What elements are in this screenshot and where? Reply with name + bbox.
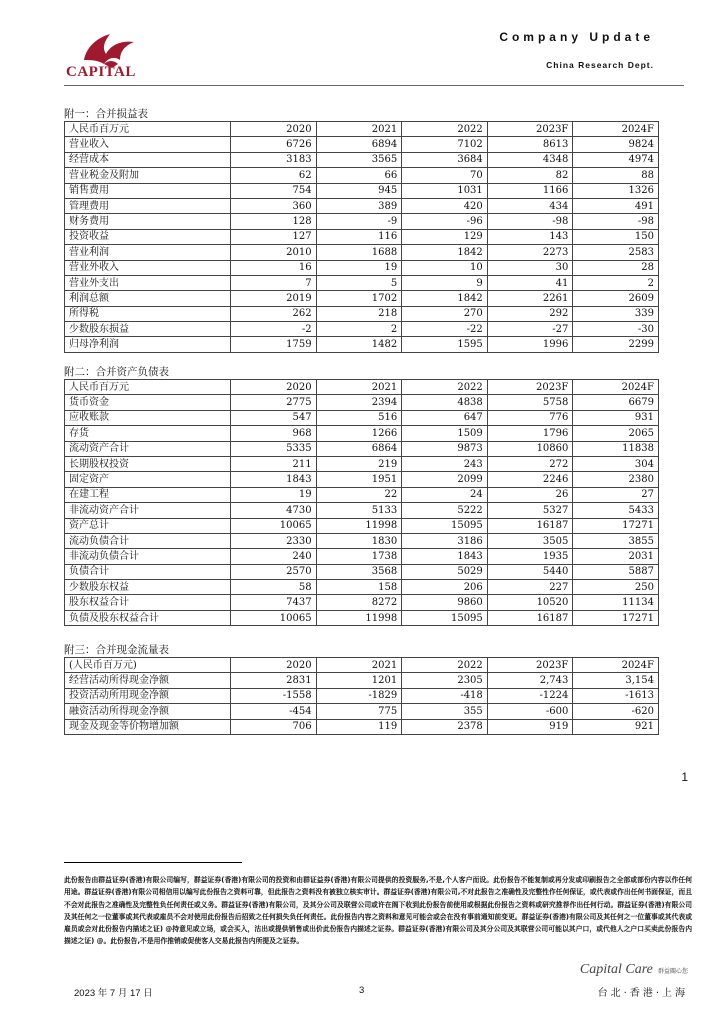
table-cell: 5758: [487, 395, 573, 410]
office-cities: 台北·香港·上海: [597, 988, 688, 999]
table-cell: -2: [231, 322, 317, 337]
row-label: 股东权益合计: [65, 595, 231, 610]
row-label: 融资活动所得现金净额: [65, 704, 231, 719]
table-cell: 1796: [487, 426, 573, 441]
table-cell: 17271: [573, 610, 659, 625]
table-cell: 262: [231, 306, 317, 321]
table-cell: 10065: [231, 518, 317, 533]
table-cell: 9860: [402, 595, 488, 610]
table-cell: 5: [316, 275, 402, 290]
row-label: 经营成本: [65, 152, 231, 167]
table-cell: 1326: [573, 183, 659, 198]
table-cell: 7102: [402, 137, 488, 152]
table-cell: 2380: [573, 472, 659, 487]
report-type-title: Company Update: [499, 30, 654, 44]
year-header: 2022: [402, 658, 488, 673]
year-header: 2022: [402, 380, 488, 395]
table-cell: 2019: [231, 291, 317, 306]
table-cell: 516: [316, 410, 402, 425]
footnote-divider: [64, 862, 242, 863]
table-row: [65, 245, 659, 260]
table-cell: 143: [487, 229, 573, 244]
table-row: [65, 395, 659, 410]
table-cell: 5433: [573, 503, 659, 518]
year-header: 2023F: [487, 380, 573, 395]
year-header: 2023F: [487, 122, 573, 137]
table-cell: 2775: [231, 395, 317, 410]
table-row: [65, 183, 659, 198]
table-row: [65, 152, 659, 167]
table-cell: 70: [402, 168, 488, 183]
table-row: [65, 549, 659, 564]
table-row: [65, 291, 659, 306]
table-cell: 2246: [487, 472, 573, 487]
table-row: [65, 168, 659, 183]
income-statement-table: [64, 121, 659, 353]
row-label: 营业收入: [65, 137, 231, 152]
table-cell: 1166: [487, 183, 573, 198]
table-cell: -1613: [573, 688, 659, 703]
row-label: 营业外收入: [65, 260, 231, 275]
table-cell: 2570: [231, 564, 317, 579]
table-row: [65, 214, 659, 229]
table-cell: 3568: [316, 564, 402, 579]
table-cell: 434: [487, 198, 573, 213]
table-cell: 1951: [316, 472, 402, 487]
table-cell: 11134: [573, 595, 659, 610]
table-cell: 19: [316, 260, 402, 275]
year-header: 2024F: [573, 658, 659, 673]
table-cell: 6726: [231, 137, 317, 152]
table-cell: 4348: [487, 152, 573, 167]
table-cell: 2099: [402, 472, 488, 487]
table-cell: 128: [231, 214, 317, 229]
table-cell: 24: [402, 487, 488, 502]
row-label: 少数股东权益: [65, 580, 231, 595]
cash-flow-table: [64, 657, 659, 735]
table-cell: 127: [231, 229, 317, 244]
table-cell: 1201: [316, 673, 402, 688]
table-cell: 16187: [487, 518, 573, 533]
table-row: [65, 595, 659, 610]
table-cell: 2330: [231, 533, 317, 548]
capital-care-slogan: 群益關心您: [657, 968, 688, 975]
year-header: 2021: [316, 122, 402, 137]
table-cell: 754: [231, 183, 317, 198]
table-cell: 6894: [316, 137, 402, 152]
table-cell: 706: [231, 719, 317, 734]
table-cell: 919: [487, 719, 573, 734]
table-cell: 1759: [231, 337, 317, 352]
table-row: [65, 306, 659, 321]
year-header: 2020: [231, 658, 317, 673]
table-row: [65, 487, 659, 502]
table-row: [65, 564, 659, 579]
table-cell: -96: [402, 214, 488, 229]
row-label: 财务费用: [65, 214, 231, 229]
table-cell: 10860: [487, 441, 573, 456]
year-header: 2024F: [573, 122, 659, 137]
table-cell: 9824: [573, 137, 659, 152]
table-cell: 58: [231, 580, 317, 595]
table-cell: 4730: [231, 503, 317, 518]
table-cell: 6679: [573, 395, 659, 410]
row-label: 流动负债合计: [65, 533, 231, 548]
table-row: [65, 410, 659, 425]
table-cell: 10065: [231, 610, 317, 625]
table-cell: 292: [487, 306, 573, 321]
table-cell: 116: [316, 229, 402, 244]
table-row: [65, 704, 659, 719]
row-label: 少数股东损益: [65, 322, 231, 337]
table-cell: 4838: [402, 395, 488, 410]
table-cell: 8272: [316, 595, 402, 610]
table-row: [65, 719, 659, 734]
table-cell: 2065: [573, 426, 659, 441]
table-cell: 272: [487, 456, 573, 471]
row-label: 归母净利润: [65, 337, 231, 352]
table-cell: 2: [316, 322, 402, 337]
table-cell: 2261: [487, 291, 573, 306]
table-cell: 9: [402, 275, 488, 290]
table-row: [65, 426, 659, 441]
table-row: [65, 322, 659, 337]
year-header: 2024F: [573, 380, 659, 395]
table-cell: 1996: [487, 337, 573, 352]
table-row: [65, 456, 659, 471]
table-cell: 3565: [316, 152, 402, 167]
table-cell: 211: [231, 456, 317, 471]
table-cell: 1509: [402, 426, 488, 441]
table-header-row: [65, 658, 659, 673]
table-cell: 4974: [573, 152, 659, 167]
balance-sheet-title: 附二：合并资产负债表: [64, 366, 169, 378]
table-cell: -30: [573, 322, 659, 337]
row-label: 非流动资产合计: [65, 503, 231, 518]
table-cell: 5887: [573, 564, 659, 579]
table-cell: 389: [316, 198, 402, 213]
row-label: 投资收益: [65, 229, 231, 244]
table-cell: 82: [487, 168, 573, 183]
table-cell: 420: [402, 198, 488, 213]
unit-label: 人民币百万元: [65, 380, 231, 395]
table-cell: -600: [487, 704, 573, 719]
year-header: 2023F: [487, 658, 573, 673]
income-statement-section: [64, 108, 658, 353]
row-label: 非流动负债合计: [65, 549, 231, 564]
table-row: [65, 198, 659, 213]
table-row: [65, 275, 659, 290]
report-date: 2023 年 7 月 17 日: [74, 988, 153, 999]
table-cell: 2305: [402, 673, 488, 688]
balance-sheet-section: [64, 366, 658, 626]
table-cell: 240: [231, 549, 317, 564]
row-label: 固定资产: [65, 472, 231, 487]
table-cell: 921: [573, 719, 659, 734]
capital-care-script: Capital Care: [579, 962, 653, 977]
row-label: 营业外支出: [65, 275, 231, 290]
table-cell: 1266: [316, 426, 402, 441]
row-label: 资产总计: [65, 518, 231, 533]
table-cell: 26: [487, 487, 573, 502]
table-cell: 1843: [231, 472, 317, 487]
table-row: [65, 673, 659, 688]
table-cell: 5029: [402, 564, 488, 579]
capital-care-block: [566, 958, 688, 999]
table-cell: 1031: [402, 183, 488, 198]
table-row: [65, 260, 659, 275]
table-cell: 5335: [231, 441, 317, 456]
table-cell: 11998: [316, 610, 402, 625]
table-cell: -1558: [231, 688, 317, 703]
table-cell: 3855: [573, 533, 659, 548]
row-label: 利润总额: [65, 291, 231, 306]
table-cell: 6864: [316, 441, 402, 456]
row-label: 投资活动所用现金净额: [65, 688, 231, 703]
table-row: [65, 137, 659, 152]
table-row: [65, 472, 659, 487]
table-cell: 2299: [573, 337, 659, 352]
row-label: 流动资产合计: [65, 441, 231, 456]
table-cell: 5327: [487, 503, 573, 518]
table-cell: 2583: [573, 245, 659, 260]
table-cell: 1688: [316, 245, 402, 260]
table-cell: -620: [573, 704, 659, 719]
table-cell: 219: [316, 456, 402, 471]
table-cell: -9: [316, 214, 402, 229]
table-cell: 2609: [573, 291, 659, 306]
table-cell: 1842: [402, 245, 488, 260]
row-label: 负债合计: [65, 564, 231, 579]
table-cell: 3684: [402, 152, 488, 167]
table-cell: 491: [573, 198, 659, 213]
table-cell: 17271: [573, 518, 659, 533]
table-cell: 16: [231, 260, 317, 275]
table-cell: 2378: [402, 719, 488, 734]
table-row: [65, 229, 659, 244]
table-cell: 119: [316, 719, 402, 734]
table-row: [65, 503, 659, 518]
row-label: 营业利润: [65, 245, 231, 260]
table-row: [65, 533, 659, 548]
table-cell: 30: [487, 260, 573, 275]
table-cell: 129: [402, 229, 488, 244]
table-cell: 5440: [487, 564, 573, 579]
table-row: [65, 337, 659, 352]
table-cell: -1829: [316, 688, 402, 703]
table-cell: 15095: [402, 518, 488, 533]
table-cell: 22: [316, 487, 402, 502]
row-label: 经营活动所得现金净额: [65, 673, 231, 688]
table-cell: 2273: [487, 245, 573, 260]
cash-flow-section: [64, 644, 658, 735]
table-cell: 1935: [487, 549, 573, 564]
table-header-row: [65, 380, 659, 395]
table-cell: 2,743: [487, 673, 573, 688]
unit-label: 人民币百万元: [65, 122, 231, 137]
row-label: 现金及现金等价物增加额: [65, 719, 231, 734]
table-cell: 2031: [573, 549, 659, 564]
table-cell: 2394: [316, 395, 402, 410]
table-cell: 11838: [573, 441, 659, 456]
page-number: 3: [359, 985, 365, 996]
year-header: 2020: [231, 122, 317, 137]
row-label: 货币资金: [65, 395, 231, 410]
table-cell: 11998: [316, 518, 402, 533]
row-label: 应收账款: [65, 410, 231, 425]
table-cell: 3,154: [573, 673, 659, 688]
table-row: [65, 688, 659, 703]
table-cell: 41: [487, 275, 573, 290]
table-cell: 1842: [402, 291, 488, 306]
table-cell: 1482: [316, 337, 402, 352]
row-label: 营业税金及附加: [65, 168, 231, 183]
table-cell: 5133: [316, 503, 402, 518]
table-header-row: [65, 122, 659, 137]
table-cell: 3183: [231, 152, 317, 167]
cash-flow-title: 附三：合并现金流量表: [64, 644, 169, 656]
table-cell: 27: [573, 487, 659, 502]
table-cell: 62: [231, 168, 317, 183]
table-cell: 218: [316, 306, 402, 321]
table-cell: 775: [316, 704, 402, 719]
table-cell: 88: [573, 168, 659, 183]
row-label: 所得税: [65, 306, 231, 321]
table-cell: 19: [231, 487, 317, 502]
table-cell: 10520: [487, 595, 573, 610]
table-cell: -98: [573, 214, 659, 229]
table-cell: 1595: [402, 337, 488, 352]
table-cell: 360: [231, 198, 317, 213]
table-cell: -418: [402, 688, 488, 703]
table-cell: -454: [231, 704, 317, 719]
row-label: 存货: [65, 426, 231, 441]
year-header: 2021: [316, 658, 402, 673]
table-cell: 945: [316, 183, 402, 198]
unit-label: (人民币百万元): [65, 658, 231, 673]
department-subtitle: China Research Dept.: [546, 60, 654, 70]
table-row: [65, 580, 659, 595]
table-cell: 355: [402, 704, 488, 719]
year-header: 2020: [231, 380, 317, 395]
table-cell: 776: [487, 410, 573, 425]
table-cell: 2: [573, 275, 659, 290]
table-cell: 3186: [402, 533, 488, 548]
table-row: [65, 610, 659, 625]
table-cell: 206: [402, 580, 488, 595]
table-cell: 5222: [402, 503, 488, 518]
table-cell: 28: [573, 260, 659, 275]
table-cell: 227: [487, 580, 573, 595]
table-cell: 931: [573, 410, 659, 425]
balance-sheet-table: [64, 379, 659, 626]
table-cell: 7437: [231, 595, 317, 610]
table-cell: 270: [402, 306, 488, 321]
row-label: 长期股权投资: [65, 456, 231, 471]
table-cell: 7: [231, 275, 317, 290]
table-cell: 10: [402, 260, 488, 275]
table-cell: 2010: [231, 245, 317, 260]
table-cell: 8613: [487, 137, 573, 152]
table-cell: 2831: [231, 673, 317, 688]
table-row: [65, 441, 659, 456]
header-divider: [64, 85, 684, 86]
table-cell: 16187: [487, 610, 573, 625]
table-cell: 1830: [316, 533, 402, 548]
row-label: 管理费用: [65, 198, 231, 213]
year-header: 2021: [316, 380, 402, 395]
page-marker: 1: [681, 770, 688, 784]
table-row: [65, 518, 659, 533]
row-label: 销售费用: [65, 183, 231, 198]
income-statement-title: 附一：合并损益表: [64, 108, 148, 120]
table-cell: 243: [402, 456, 488, 471]
table-cell: 968: [231, 426, 317, 441]
table-cell: 3505: [487, 533, 573, 548]
row-label: 负债及股东权益合计: [65, 610, 231, 625]
table-cell: -98: [487, 214, 573, 229]
table-cell: 1702: [316, 291, 402, 306]
table-cell: 1738: [316, 549, 402, 564]
logo-text: CAPITAL: [66, 64, 136, 80]
table-cell: 304: [573, 456, 659, 471]
table-cell: -1224: [487, 688, 573, 703]
table-cell: -22: [402, 322, 488, 337]
table-cell: 647: [402, 410, 488, 425]
table-cell: 250: [573, 580, 659, 595]
table-cell: 158: [316, 580, 402, 595]
disclaimer-text: 此份报告由群益证券(香港)有限公司编写，群益证券(香港)有限公司的投资和由群证益券(香港)有限公司提供的投资服务,不是,个人客户而设。此份报告不能复制或再分发或印刷报告之全部或部份内容以作任何用途。群益证券(香港)有限公司相信用以编写此份报告之资料可靠，但此报告之资料没有被独立核实审计。群益证券(香港)有限公司,不对此报告之准确性及完整性作任何保证，或代表或作出任何书面保证，而且不会对此报告之准确性及完整性负任何责任或义务。群益证券(香港)有限公司，及其分公司及联营公司或许在阁下收到此份报告前使用或根据此份报告之资料或研究推荐作出任何行动。群益证券(香港)有限公司及其任何之一位董事或其代表或雇员不会对使用此份报告后招致之任何损失负任何责任。此份报告内容之资料和意见可能会或会在没有事前通知前变更。群益证券(香港)有限公司及其任何之一位董事或其代表或雇员或会对此份报告内描述之证) @持意见或立场，或会买入，沽出或提供销售或出价此份报告内描述之证券。群益证券(香港)有限公司及其分公司及其联营公司可能以其户口，或代他人之户口买卖此份报告内描述之证) @。此份报告,不是用作推销或促使客人交易此报告内所提及之证券。: [64, 876, 692, 946]
row-label: 在建工程: [65, 487, 231, 502]
table-cell: 9873: [402, 441, 488, 456]
table-cell: -27: [487, 322, 573, 337]
table-cell: 339: [573, 306, 659, 321]
year-header: 2022: [402, 122, 488, 137]
table-cell: 150: [573, 229, 659, 244]
table-cell: 15095: [402, 610, 488, 625]
table-cell: 547: [231, 410, 317, 425]
table-cell: 1843: [402, 549, 488, 564]
table-cell: 66: [316, 168, 402, 183]
